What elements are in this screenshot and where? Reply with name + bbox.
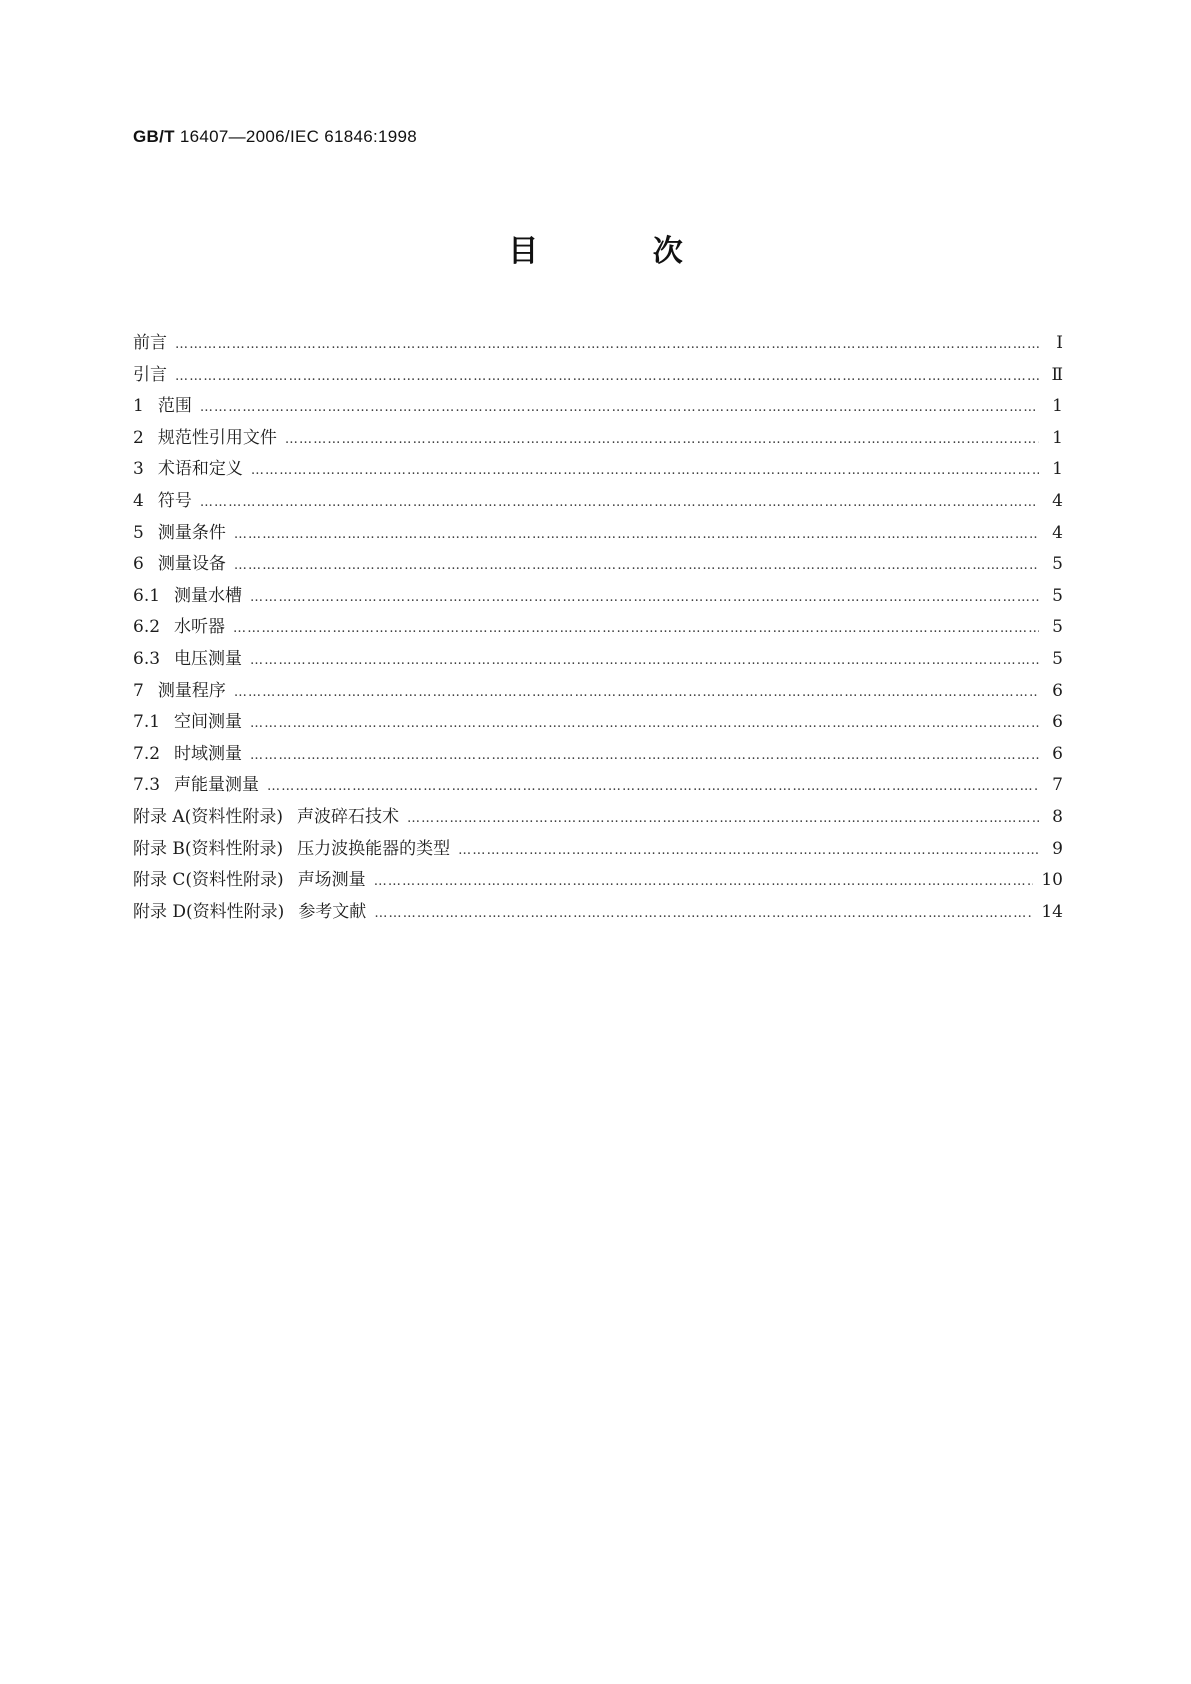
toc-entry[interactable] xyxy=(133,897,1063,929)
toc-entry[interactable] xyxy=(133,707,1063,739)
toc-section-number: 7.1 xyxy=(133,712,161,733)
toc-entry[interactable] xyxy=(133,454,1063,486)
toc-entry[interactable] xyxy=(133,770,1063,802)
toc-section-number: 6.2 xyxy=(133,617,161,638)
toc-entry[interactable] xyxy=(133,549,1063,581)
toc-entry-label xyxy=(133,612,233,644)
toc-page-number: 10 xyxy=(1041,870,1063,891)
toc-section-title: 声能量测量 xyxy=(174,775,260,796)
toc-section-title: 前言 xyxy=(133,333,167,353)
toc-entry-label xyxy=(133,676,234,708)
toc-page-number: 1 xyxy=(1052,459,1063,480)
toc-entry-label xyxy=(133,865,374,897)
toc-entry[interactable] xyxy=(133,518,1063,550)
toc-page-number: 6 xyxy=(1052,680,1063,701)
toc-entry[interactable] xyxy=(133,360,1063,392)
toc-entry[interactable] xyxy=(133,676,1063,708)
toc-entry-label xyxy=(133,391,200,423)
toc-section-title: 测量程序 xyxy=(157,680,226,701)
standard-code-number: 16407—2006/IEC 61846:1998 xyxy=(179,127,418,146)
toc-section-title: 时域测量 xyxy=(174,743,243,764)
toc-dot-leader xyxy=(458,835,1039,867)
toc-section-title: 压力波换能器的类型 xyxy=(297,838,451,859)
toc-entry[interactable] xyxy=(133,802,1063,834)
toc-entry[interactable] xyxy=(133,834,1063,866)
toc-page-number: 1 xyxy=(1052,396,1063,417)
toc-page-number: 5 xyxy=(1052,585,1063,606)
toc-page-number: Ⅱ xyxy=(1051,364,1063,385)
toc-section-title: 术语和定义 xyxy=(157,459,243,480)
toc-section-number: 1 xyxy=(133,396,144,417)
toc-dot-leader xyxy=(175,361,1039,393)
toc-section-number: 7.3 xyxy=(133,775,161,796)
toc-page-number: 6 xyxy=(1052,743,1063,764)
toc-dot-leader xyxy=(250,708,1039,740)
toc-section-title: 水听器 xyxy=(174,617,226,638)
toc-dot-leader xyxy=(374,866,1034,898)
toc-entry[interactable] xyxy=(133,739,1063,771)
toc-entry-label xyxy=(133,486,200,518)
toc-entry-label xyxy=(133,834,458,866)
toc-entry[interactable] xyxy=(133,581,1063,613)
toc-section-title: 测量设备 xyxy=(157,554,226,575)
toc-entry-label xyxy=(133,707,250,739)
toc-entry[interactable] xyxy=(133,644,1063,676)
toc-dot-leader xyxy=(251,455,1039,487)
toc-dot-leader xyxy=(267,771,1039,803)
toc-section-title: 规范性引用文件 xyxy=(157,427,277,448)
toc-dot-leader xyxy=(250,740,1039,772)
toc-section-title: 声波碎石技术 xyxy=(296,806,399,827)
toc-dot-leader xyxy=(234,550,1039,582)
toc-entry-label xyxy=(133,644,250,676)
page-title: 目 次 xyxy=(508,234,735,269)
toc-section-title: 测量条件 xyxy=(157,522,226,543)
toc-dot-leader xyxy=(234,519,1039,551)
toc-section-number: 3 xyxy=(133,459,144,480)
toc-entry-label xyxy=(133,518,234,550)
toc-dot-leader xyxy=(374,898,1033,930)
toc-section-number: 7 xyxy=(133,680,144,701)
toc-entry[interactable] xyxy=(133,612,1063,644)
toc-entry-label xyxy=(133,770,267,802)
toc-page-number: 6 xyxy=(1052,712,1063,733)
toc-page-number: 7 xyxy=(1052,775,1063,796)
toc-page-number: 4 xyxy=(1052,522,1063,543)
toc-section-number: 5 xyxy=(133,522,144,543)
toc-dot-leader xyxy=(250,645,1039,677)
toc-dot-leader xyxy=(200,392,1039,424)
toc-dot-leader xyxy=(234,677,1039,709)
toc-section-number: 6.3 xyxy=(133,648,161,669)
toc-section-title: 测量水槽 xyxy=(174,585,243,606)
toc-section-number: 6 xyxy=(133,554,144,575)
toc-section-title: 范围 xyxy=(157,396,192,417)
toc-page-number: 4 xyxy=(1052,490,1063,511)
toc-section-number: 附录 A(资料性附录) xyxy=(133,806,283,827)
toc-entry-label xyxy=(133,328,175,360)
toc-dot-leader xyxy=(233,613,1039,645)
toc-section-number: 附录 B(资料性附录) xyxy=(133,838,284,859)
standard-code-prefix: GB/T xyxy=(133,127,175,146)
toc-page-number: 5 xyxy=(1052,648,1063,669)
toc-dot-leader xyxy=(285,424,1039,456)
table-of-contents xyxy=(133,328,1063,928)
toc-section-number: 附录 C(资料性附录) xyxy=(133,870,284,891)
toc-page-number: 9 xyxy=(1052,838,1063,859)
toc-section-number: 4 xyxy=(133,490,144,511)
toc-page-number: 1 xyxy=(1052,427,1063,448)
toc-entry-label xyxy=(133,581,250,613)
toc-page-number: 14 xyxy=(1041,901,1063,922)
toc-entry-label xyxy=(133,423,285,455)
toc-entry[interactable] xyxy=(133,423,1063,455)
toc-page-number: 5 xyxy=(1052,617,1063,638)
toc-dot-leader xyxy=(200,487,1039,519)
toc-page-number: Ⅰ xyxy=(1056,333,1063,353)
toc-dot-leader xyxy=(175,329,1039,361)
toc-entry[interactable] xyxy=(133,486,1063,518)
toc-entry[interactable] xyxy=(133,391,1063,423)
toc-entry-label xyxy=(133,897,374,929)
toc-section-title: 声场测量 xyxy=(297,870,366,891)
toc-section-number: 附录 D(资料性附录) xyxy=(133,901,285,922)
toc-dot-leader xyxy=(250,582,1039,614)
toc-entry-label xyxy=(133,454,251,486)
toc-page-number: 8 xyxy=(1052,806,1063,827)
toc-section-number: 2 xyxy=(133,427,144,448)
toc-dot-leader xyxy=(407,803,1039,835)
toc-section-number: 7.2 xyxy=(133,743,161,764)
toc-page-number: 5 xyxy=(1052,554,1063,575)
toc-section-title: 参考文献 xyxy=(298,901,367,922)
toc-entry[interactable] xyxy=(133,865,1063,897)
toc-section-title: 符号 xyxy=(157,490,192,511)
toc-section-title: 空间测量 xyxy=(174,712,243,733)
toc-section-number: 6.1 xyxy=(133,585,161,606)
toc-section-title: 引言 xyxy=(133,364,167,385)
standard-code xyxy=(133,127,417,147)
toc-entry[interactable] xyxy=(133,328,1063,360)
toc-entry-label xyxy=(133,549,234,581)
toc-entry-label xyxy=(133,802,407,834)
toc-entry-label xyxy=(133,360,175,392)
toc-section-title: 电压测量 xyxy=(174,648,243,669)
toc-entry-label xyxy=(133,739,250,771)
